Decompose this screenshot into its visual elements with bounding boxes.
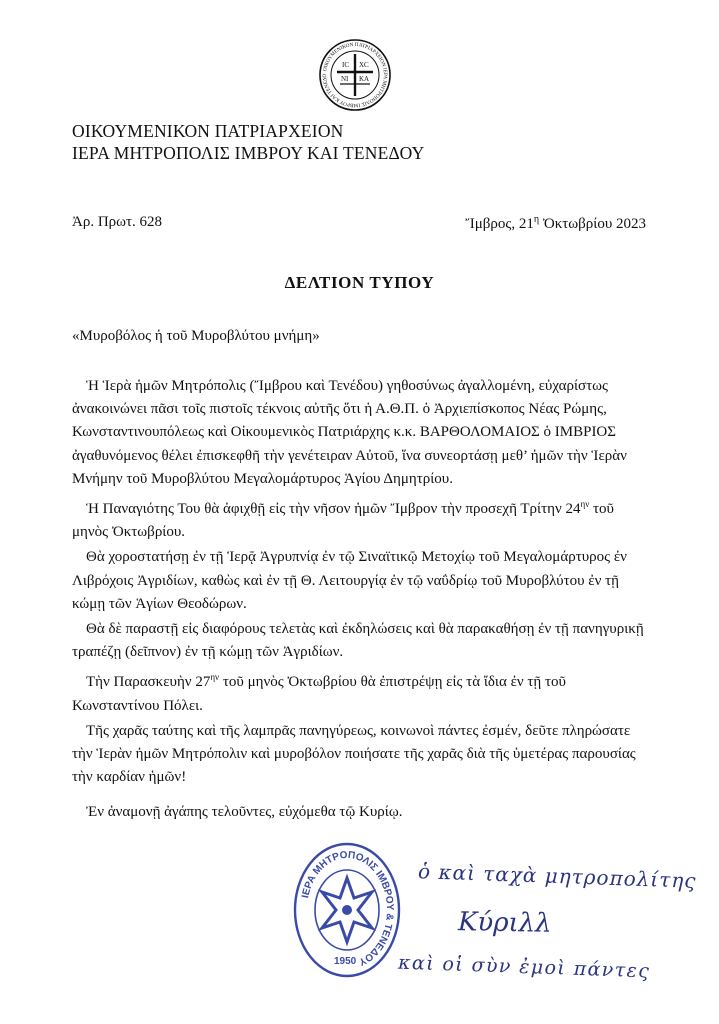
p2-text-end: τοῦ μηνὸς Ὀκτωβρίου. bbox=[72, 501, 614, 541]
p5-text-end: τοῦ μηνὸς Ὀκτωβρίου θὰ ἐπιστρέψῃ εἰς τὰ ἴδια ἐν τῇ τοῦ Κωνσταντίνου Πόλει. bbox=[72, 674, 566, 714]
stamp-cross-icon bbox=[322, 878, 372, 942]
seal-letter-ic: IC bbox=[342, 61, 349, 69]
p2-text: Ἡ Παναγιότης Του θὰ ἀφιχθῇ εἰς τὴν νῆσον ἡμῶν Ἴμβρον τὴν προσεχῆ Τρίτην 24 bbox=[86, 501, 581, 518]
letterhead bbox=[72, 120, 424, 164]
body-paragraph-5 bbox=[72, 666, 648, 717]
seal-letter-xc: XC bbox=[359, 61, 369, 69]
signature-name: Κύριλλ bbox=[457, 907, 552, 939]
p5-text: Τὴν Παρασκευὴν 27 bbox=[86, 674, 211, 691]
document-body bbox=[72, 375, 648, 789]
date-line bbox=[465, 214, 646, 233]
metropolis-stamp bbox=[292, 840, 402, 980]
body-paragraph-1: Ἡ Ἱερὰ ἡμῶν Μητρόπολις (Ἴμβρου καὶ Τενέδου) γηθοσύνως ἀγαλλομένη, εὐχαρίστως ἀνακοινώνει πᾶσι τοῖς πιστοῖς τέκνοις αὐτῆς ὅτι ἡ Α.Θ.Π. ὁ Ἀρχιεπίσκοπος Νέας Ρώμης, Κωνσταντινουπόλεως καὶ Οἰκουμενικὸς Πατριάρχης κ.κ. ΒΑΡΘΟΛΟΜΑΙΟΣ ὁ ΙΜΒΡΙΟΣ ἀγαθυνόμενος θέλει ἐπισκεφθῆ τὴν γενέτειραν Αὐτοῦ, ἵνα συνεορτάσῃ μεθ’ ἡμῶν τὴν Ἱερὰν Μνήμην τοῦ Μυροβλύτου Μεγαλομάρτυρος Ἁγίου Δημητρίου. bbox=[72, 378, 627, 487]
patriarchate-seal bbox=[318, 38, 392, 112]
seal-letter-ni: ΝΙ bbox=[341, 75, 349, 83]
body-paragraph-6: Τῆς χαρᾶς ταύτης καὶ τῆς λαμπρᾶς πανηγύρεως, κοινωνοὶ πάντες ἐσμέν, δεῦτε πληρώσατε τὴν Ἱερὰν ἡμῶν Μητρόπολιν καὶ μυροβόλον ποιήσατε τῆς χαρᾶς διὰ τῆς ὑμετέρας παρουσίας τὴν καρδίαν ἡμῶν! bbox=[72, 722, 636, 786]
stamp-year: 1950 bbox=[334, 956, 357, 967]
letterhead-metropolis: ΙΕΡΑ ΜΗΤΡΟΠΟΛΙΣ ΙΜΒΡΟΥ ΚΑΙ ΤΕΝΕΔΟΥ bbox=[72, 143, 425, 163]
signature bbox=[397, 856, 697, 996]
document-subject: «Μυροβόλος ἡ τοῦ Μυροβλύτου μνήμη» bbox=[72, 328, 320, 344]
seal-ring-text: ΟΙΚΟΥΜΕΝΙΚΟΝ ΠΑΤΡΙΑΡΧΕΙΟΝ ΙΕΡΑ ΜΗΤΡΟΠΟΛΙΣ ΙΜΒΡΟΥ ΚΑΙ ΤΕΝΕΔΟ bbox=[321, 41, 389, 109]
date-day: Ἴμβρος, 21 bbox=[465, 216, 534, 232]
body-paragraph-4: Θὰ δὲ παραστῇ εἰς διαφόρους τελετὰς καὶ ἐκδηλώσεις καὶ θὰ παρακαθήσῃ ἐν τῇ πανηγυρικῇ τραπέζῃ (δεῖπνον) ἐν τῇ κώμῃ τῶν Ἀγριδίων. bbox=[72, 621, 644, 661]
signature-line-1: ὁ καὶ ταχὰ μητροπολίτης bbox=[417, 859, 697, 893]
body-paragraph-3: Θὰ χοροστατήσῃ ἐν τῇ Ἱερᾷ Ἀγρυπνίᾳ ἐν τῷ Σιναϊτικῷ Μετοχίῳ τοῦ Μεγαλομάρτυρος ἐν Λιβρόχοις Ἀγριδίων, καθὼς καὶ ἐν τῇ Θ. Λειτουργίᾳ ἐν τῷ ναΰδρίῳ τοῦ Μυροβλύτου ἐν τῇ κώμῃ τῶν Ἁγίων Θεοδώρων. bbox=[72, 549, 627, 612]
p5-ordinal: ην bbox=[210, 672, 220, 683]
protocol-number: Ἀρ. Πρωτ. 628 bbox=[72, 214, 163, 230]
document-title: ΔΕΛΤΙΟΝ ΤΥΠΟΥ bbox=[284, 273, 435, 292]
stamp-ring-text: ΙΕΡΑ ΜΗΤΡΟΠΟΛΙΣ ΙΜΒΡΟΥ & ΤΕΝΕΔΟΥ bbox=[300, 849, 396, 968]
letterhead-patriarchate: ΟΙΚΟΥΜΕΝΙΚΟΝ ΠΑΤΡΙΑΡΧΕΙΟΝ bbox=[72, 121, 344, 141]
p2-ordinal: ην bbox=[580, 499, 590, 510]
signature-line-3: καὶ οἱ σὺν ἐμοὶ πάντες bbox=[397, 951, 651, 983]
seal-letter-ka: ΚΑ bbox=[359, 75, 370, 83]
date-ordinal: η bbox=[533, 214, 540, 225]
body-paragraph-2 bbox=[72, 493, 648, 544]
date-month-year: Ὀκτωβρίου 2023 bbox=[539, 216, 646, 232]
closing-line: Ἐν ἀναμονῇ ἀγάπης τελοῦντες, εὐχόμεθα τῷ Κυρίῳ. bbox=[86, 804, 403, 820]
